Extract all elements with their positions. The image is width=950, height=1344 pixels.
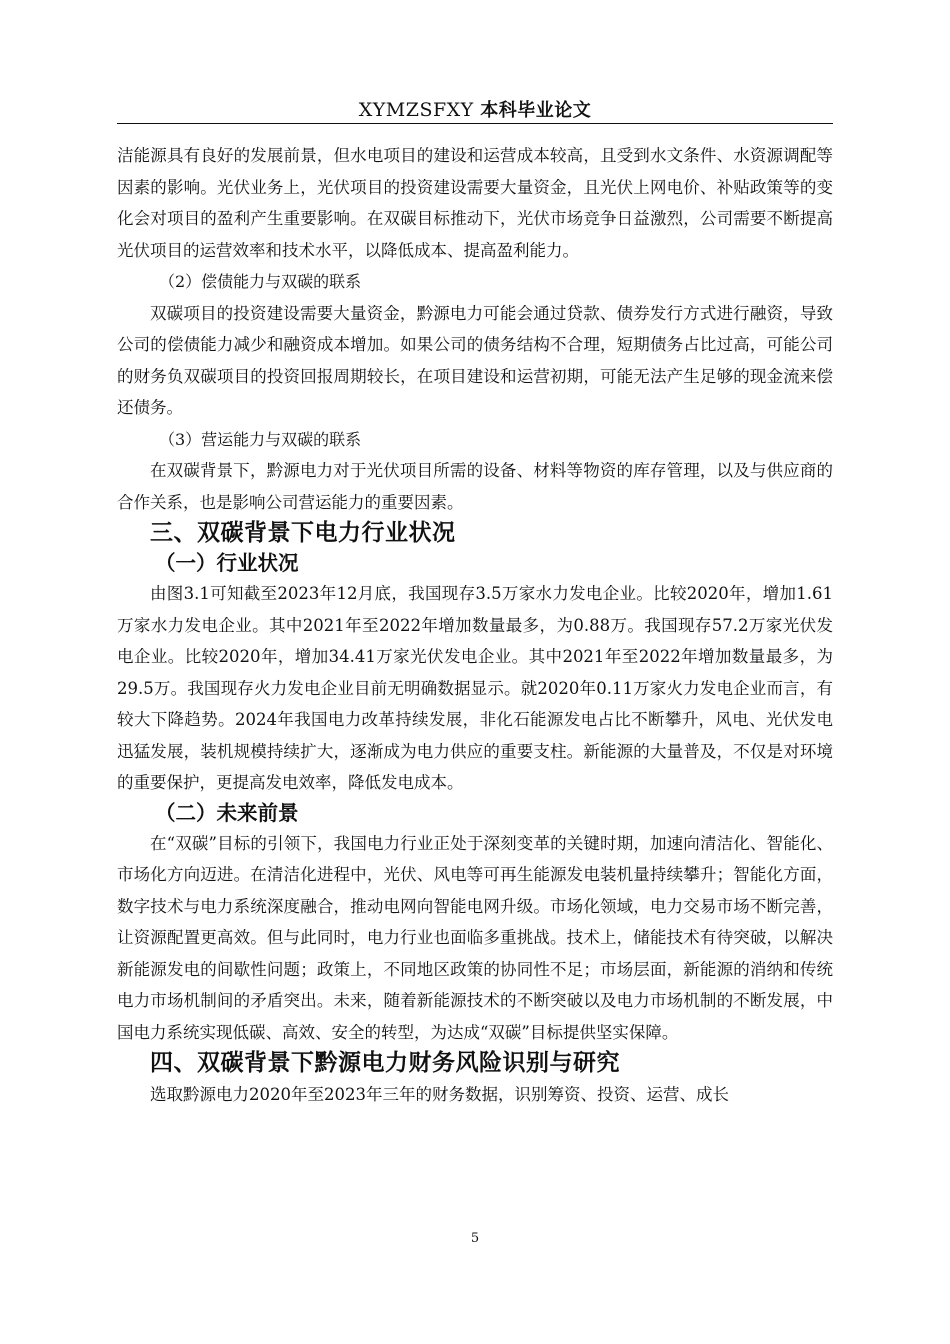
paragraph: 由图3.1可知截至2023年12月底，我国现存3.5万家水力发电企业。比较2020年，增加1.61万家水力发电企业。其中2021年至2022年增加数量最多，为0.88万。我国现存57.2万家光伏发电企业。比较2020年，增加34.41万家光伏发电企业。其中2021年至2022年增加数量最多，为29.5万。我国现存火力发电企业目前无明确数据显示。就2020年0.11万家火力发电企业而言，有较大下降趋势。2024年我国电力改革持续发展，非化石能源发电占比不断攀升，风电、光伏发电迅猛发展，装机规模持续扩大，逐渐成为电力供应的重要支柱。新能源的大量普及，不仅是对环境的重要保护，更提高发电效率，降低发电成本。 bbox=[117, 584, 833, 792]
subsection-label: （3）营运能力与双碳的联系 bbox=[159, 429, 362, 449]
subsection-label: （2）偿债能力与双碳的联系 bbox=[159, 272, 362, 291]
header-title: 本科毕业论文 bbox=[480, 100, 592, 121]
paragraph: 双碳项目的投资建设需要大量资金，黔源电力可能会通过贷款、债券发行方式进行融资，导致公司的偿债能力减少和融资成本增加。如果公司的债务结构不合理，短期债务占比过高，可能公司的财务负双碳项目的投资回报周期较长，在项目建设和运营初期，可能无法产生足够的现金流来偿还债务。 bbox=[117, 303, 833, 417]
page-body bbox=[117, 140, 833, 1111]
subsection-heading: （一）行业状况 bbox=[155, 551, 299, 575]
header-code: XYMZSFXY bbox=[358, 99, 474, 121]
paragraph: 在“双碳”目标的引领下，我国电力行业正处于深刻变革的关键时期，加速向清洁化、智能化、市场化方向迈进。在清洁化进程中，光伏、风电等可再生能源发电装机量持续攀升；智能化方面，数字技术与电力系统深度融合，推动电网向智能电网升级。市场化领域，电力交易市场不断完善，让资源配置更高效。但与此同时，电力行业也面临多重挑战。技术上，储能技术有待突破，以解决新能源发电的间歇性问题；政策上，不同地区政策的协同性不足；市场层面，新能源的消纳和传统电力市场机制间的矛盾突出。未来，随着新能源技术的不断突破以及电力市场机制的不断发展，中国电力系统实现低碳、高效、安全的转型，为达成“双碳”目标提供坚实保障。 bbox=[117, 833, 833, 1042]
section-heading: 四、双碳背景下黔源电力财务风险识别与研究 bbox=[150, 1050, 620, 1076]
page-number: 5 bbox=[470, 1231, 480, 1246]
paragraph: 选取黔源电力2020年至2023年三年的财务数据，识别筹资、投资、运营、成长 bbox=[150, 1085, 729, 1104]
page-header bbox=[117, 97, 833, 123]
paragraph: 洁能源具有良好的发展前景，但水电项目的建设和运营成本较高，且受到水文条件、水资源调配等因素的影响。光伏业务上，光伏项目的投资建设需要大量资金，且光伏上网电价、补贴政策等的变化会对项目的盈利产生重要影响。在双碳目标推动下，光伏市场竞争日益激烈，公司需要不断提高光伏项目的运营效率和技术水平，以降低成本、提高盈利能力。 bbox=[117, 146, 833, 260]
section-heading: 三、双碳背景下电力行业状况 bbox=[150, 520, 456, 546]
header-rule bbox=[117, 123, 833, 124]
subsection-heading: （二）未来前景 bbox=[155, 800, 299, 825]
paragraph: 在双碳背景下，黔源电力对于光伏项目所需的设备、材料等物资的库存管理，以及与供应商的合作关系，也是影响公司营运能力的重要因素。 bbox=[117, 461, 833, 512]
